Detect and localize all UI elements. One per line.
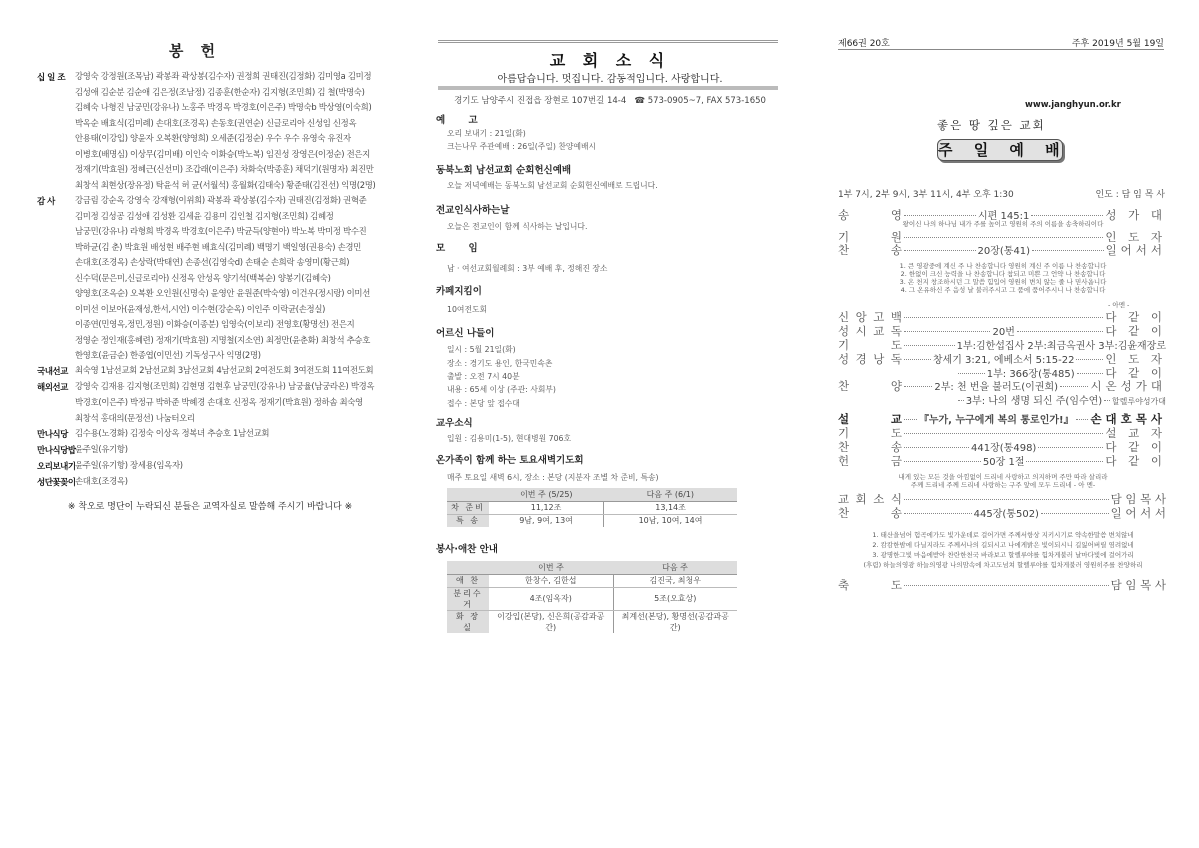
order-item: 50장 1절 xyxy=(982,457,1025,468)
name-line: 최창석 최현상(장유정) 탁윤석 허 균(서월석) 홍월화(김태숙) 황준태(김진선) 익명(2명) xyxy=(75,179,376,190)
order-label-char: 찬 xyxy=(838,243,850,257)
lyric-line: 2. 한없이 크신 능력을 나 찬송합니다 참되고 미쁜 그 언약 나 찬송합니다 xyxy=(900,270,1106,278)
order-label xyxy=(838,505,902,521)
order-item: 시편 145:1 xyxy=(978,211,1030,222)
order-label-char: 송 xyxy=(890,506,902,520)
lyric-line: 1. 큰 영광중에 계신 주 나 찬송합니다 영원히 계신 주 이름 나 찬송합니다 xyxy=(899,262,1107,270)
order-label-char: 독 xyxy=(890,352,902,366)
column-header: 다음 주 (6/1) xyxy=(604,488,737,501)
order-performer: 인 도 자 xyxy=(1105,352,1167,366)
order-label-char: 교 xyxy=(838,492,850,506)
order-label-char: 송 xyxy=(838,208,850,222)
group-label: 성단꽃꽂이 xyxy=(37,478,76,488)
name-line: 윤주일(유기항) xyxy=(75,444,128,454)
hymn-lyrics xyxy=(838,530,1168,570)
name-line: 박하균(김 춘) 박효원 배성현 배주현 배효식(김미례) 백명기 백일영(권용숙) 손경민 xyxy=(75,241,361,252)
order-row xyxy=(838,242,1166,258)
name-line: 이종연(민영옥,정민,정원) 이화승(이종분) 임영숙(이보리) 전영호(황명선) 전은지 xyxy=(75,319,355,329)
section-text: 남 · 여선교회월례회 : 3부 예배 후, 정해진 장소 xyxy=(447,264,608,273)
dot-leader xyxy=(1076,419,1089,420)
name-line: 정영순 정인재(홍혜련) 정재기(박효원) 지명철(지소연) 최정만(윤춘화) 최창석 추승호 xyxy=(75,334,370,345)
order-performer: 일어서서 xyxy=(1105,243,1167,257)
section-text: 일시 : 5월 21일(화) xyxy=(447,345,516,354)
volume-number: 제66권 20호 xyxy=(838,39,890,49)
order-label-char: 시 xyxy=(855,324,867,338)
table-cell: 한창수, 김한섭 xyxy=(489,574,613,587)
dot-leader xyxy=(904,215,976,216)
order-label-char: 도 xyxy=(890,338,902,352)
section-heading: 교우소식 xyxy=(436,418,473,429)
service-times: 1부 7시, 2부 9시, 3부 11시, 4부 오후 1:30 xyxy=(838,190,1014,200)
group-label: 십 일 조 xyxy=(37,73,66,83)
name-line: 김혜숙 나형진 남궁민(강유나) 노홍주 박경옥 박경호(이은주) 박명숙b 박상영(이숙희) xyxy=(75,102,372,112)
name-line: 정재기(박효원) 정혜근(신선미) 조갑래(이은주) 차화숙(박종훈) 채덕기(원명자) 최진만 xyxy=(75,164,374,174)
amen: - 아멘 - xyxy=(1108,301,1130,309)
dot-leader xyxy=(958,400,964,401)
order-label-char: 기 xyxy=(838,230,850,244)
order-item: 1부: 366장(통485) xyxy=(986,369,1075,380)
name-line: 손대호(조경옥) 손상락(박태연) 손종선(김영숙d) 손태순 손희락 송영미(황근희) xyxy=(75,257,350,267)
group-label: 감 사 xyxy=(37,197,55,207)
dot-leader xyxy=(958,373,985,374)
group-label: 만나식당 xyxy=(37,430,68,440)
order-row xyxy=(838,577,1166,593)
row-label: 애 찬 xyxy=(447,574,489,587)
dot-leader xyxy=(904,250,976,251)
offering-title: 봉 헌 xyxy=(168,42,222,60)
dot-leader xyxy=(1076,359,1103,360)
dot-leader xyxy=(1041,513,1109,514)
order-label-char: 성 xyxy=(838,352,850,366)
order-label-char: 송 xyxy=(890,243,902,257)
dot-leader xyxy=(1104,400,1110,401)
section-heading: 카페지킴이 xyxy=(436,286,482,297)
name-line: 박경호(이은주) 박정규 박하준 박혜경 손대호 신정옥 정재기(박효원) 정하솜 최숙영 xyxy=(75,397,363,407)
table-cell: 5조(오효상) xyxy=(613,587,737,610)
name-line: 김성애 김순분 김순애 김은정(조남정) 김종훈(한순자) 김지형(조민희) 김 철(박명숙) xyxy=(75,86,365,97)
order-performer: 다 같 이 xyxy=(1105,310,1166,324)
divider xyxy=(438,86,778,90)
lyric-line: 4. 그 온유하신 주 음성 날 불러주시고 그 품에 품어주시니 나 찬송합니다 xyxy=(900,286,1106,294)
name-line: 최창석 홍대의(문정선) 나눔터오리 xyxy=(75,413,195,423)
name-line: 강금림 강순옥 강영숙 강재형(이위희) 곽봉좌 곽상봉(김수자) 권태진(김정화) 권혁준 xyxy=(75,195,367,205)
news-subtitle: 아름답습니다. 멋집니다. 감동적입니다. 사랑합니다. xyxy=(497,74,723,85)
phone: 573-0905~7, FAX 573-1650 xyxy=(647,96,766,106)
order-label-char: 교 xyxy=(890,412,902,426)
dot-leader xyxy=(904,585,1109,586)
table-cell: 9남, 9여, 13여 xyxy=(489,514,604,527)
dot-leader xyxy=(904,317,1103,318)
order-performer: 일 어 서 서 xyxy=(1110,506,1167,520)
order-performer: 다 같 이 xyxy=(1105,440,1166,454)
dot-leader xyxy=(1060,386,1088,387)
table-cell: 이강입(본당), 신은희(공감과공간) xyxy=(489,610,613,633)
table-cell: 4조(임옥자) xyxy=(489,587,613,610)
address: 경기도 남양주시 진접읍 장현로 107번길 14-4 xyxy=(454,96,627,106)
order-label-char: 도 xyxy=(890,426,902,440)
table-cell: 11,12조 xyxy=(489,501,604,514)
offering-song xyxy=(838,473,1168,489)
order-label-char: 성 xyxy=(838,324,850,338)
name-line: 안용태(이강입) 양윤자 오복환(양영희) 오세준(김정순) 우수 우수 유영숙 유진자 xyxy=(75,133,351,143)
call-to-worship-verse: 왕이신 나의 하나님 내가 주를 높이고 영원히 주의 이름을 송축하리이다 xyxy=(902,220,1104,228)
order-label-char: 축 xyxy=(838,578,850,592)
order-label-char: 도 xyxy=(890,578,902,592)
church-address xyxy=(430,94,790,106)
omission-notice: ※ 착오로 명단이 누락되신 분들은 교역자실로 말씀해 주시기 바랍니다 ※ xyxy=(67,502,353,512)
section-text: 장소 : 경기도 용인, 한국민속촌 xyxy=(447,359,553,368)
lyric-line: 2. 캄캄한밤에 다닐지라도 주께서나의 길되시고 나에게밝은 빛이되시니 길잃어버릴 염려없네 xyxy=(872,541,1134,549)
name-line: 최숙영 1남선교회 2남선교회 3남선교회 4남선교회 2여전도회 3여전도회 11여전도회 xyxy=(75,365,374,375)
name-line: 김수용(노경화) 김정숙 이상옥 정복녀 추승호 1남선교회 xyxy=(75,428,270,438)
order-label-char: 신 xyxy=(838,310,850,324)
section-heading: 예 고 xyxy=(436,115,488,126)
order-item: 2부: 천 번을 불러도(이권희) xyxy=(934,382,1059,393)
lyric-line: 주께 드리네 주께 드리네 사랑하는 구주 앞에 모두 드리네 - 아 멘- xyxy=(910,481,1096,489)
name-line: 윤주일(유기항) 장세용(임옥자) xyxy=(75,460,183,470)
name-line: 남궁민(강유나) 라형희 박경옥 박경호(이은주) 박균득(양현아) 박노복 박미정 박수진 xyxy=(75,226,367,236)
dot-leader xyxy=(904,447,969,448)
section-heading: 전교인식사하는날 xyxy=(436,205,510,216)
name-line: 김미정 김성공 김성애 김성환 김세윤 김용미 김인철 김지형(조민희) 김혜정 xyxy=(75,210,334,221)
order-item: 20장(통41) xyxy=(977,246,1031,257)
group-label: 오리보내기 xyxy=(37,462,76,472)
section-heading: 동북노회 남선교회 순회헌신예배 xyxy=(436,165,572,176)
order-label-char: 원 xyxy=(890,230,902,244)
section-text: 오리 보내기 : 21일(화) xyxy=(447,129,526,138)
dot-leader xyxy=(904,433,1103,434)
order-performer: 성 가 대 xyxy=(1105,208,1166,222)
order-label-char: 교 xyxy=(873,324,885,338)
order-label xyxy=(838,453,902,469)
dot-leader xyxy=(1032,250,1104,251)
section-text: 크는나무 주관예배 : 26일(주일) 찬양예배시 xyxy=(447,142,597,151)
section-text: 오늘 저녁예배는 동북노회 남선교회 순회헌신예배로 드립니다. xyxy=(447,181,658,190)
order-label-char: 송 xyxy=(890,440,902,454)
row-label: 화 장 실 xyxy=(447,610,489,633)
section-heading: 어르신 나들이 xyxy=(436,328,495,339)
order-label-char: 양 xyxy=(890,379,902,393)
row-label: 특 송 xyxy=(447,514,489,527)
order-performer: 담 임 목 사 xyxy=(1110,492,1166,506)
saturday-prayer-table xyxy=(447,488,737,527)
dot-leader xyxy=(1017,331,1103,332)
worship-title-box: 주 일 예 배 xyxy=(938,141,1068,159)
section-text: 매주 토요일 새벽 6시, 장소 : 본당 (지분자 조별 차 준비, 특송) xyxy=(447,473,659,482)
order-label-char: 소 xyxy=(873,492,885,506)
name-line: 박옥순 배효식(김미례) 손대호(조경옥) 손동호(권연순) 신글로리아 신성임 신정옥 xyxy=(75,117,357,128)
row-label: 분리수거 xyxy=(447,587,489,610)
table-cell: 최계선(본당), 황명선(공감과공간) xyxy=(621,611,729,632)
section-text: 접수 : 본당 앞 접수대 xyxy=(447,399,520,408)
order-label-char: 기 xyxy=(838,426,850,440)
news-title: 교 회 소 식 xyxy=(549,51,671,70)
order-item: 20번 xyxy=(992,327,1015,338)
order-performer: 설 교 자 xyxy=(1105,426,1166,440)
order-row xyxy=(838,505,1166,521)
order-performer: 다 같 이 xyxy=(1105,366,1167,380)
order-label-char: 찬 xyxy=(838,440,850,454)
dot-leader xyxy=(1038,447,1103,448)
name-line: 손대호(조경옥) xyxy=(75,476,128,486)
order-performer: 담 임 목 사 xyxy=(1110,578,1166,592)
section-text: 내용 : 65세 이상 (주관: 사회부) xyxy=(447,385,556,394)
order-performer: 다 같 이 xyxy=(1105,454,1167,468)
order-performer: 시온성가대 xyxy=(1090,379,1166,393)
dot-leader xyxy=(904,386,932,387)
order-item: 3부: 나의 생명 되신 주(임수연) xyxy=(965,396,1103,407)
order-performer: 인 도 자 xyxy=(1105,230,1166,244)
lyric-line: 1. 태산을넘어 험곡에가도 빛가운데로 걸어가면 주께서항상 지키시기로 약속한말씀 변치않네 xyxy=(872,531,1134,539)
order-label-char: 찬 xyxy=(838,506,850,520)
order-label-char: 기 xyxy=(838,338,850,352)
table-cell: 김진국, 최청우 xyxy=(613,574,737,587)
order-item: 441장(통498) xyxy=(971,443,1037,454)
order-label-char: 독 xyxy=(890,324,902,338)
name-line: 한영호(윤금순) 한종엽(이민선) 기독성구사 익명(2명) xyxy=(75,350,261,360)
name-line: 신수덕(문은미,신글로리아) 신정옥 안성옥 양기석(백복순) 양봉기(김혜숙) xyxy=(75,272,331,283)
group-label: 만나식당밥 xyxy=(37,446,76,456)
order-item: 445장(통502) xyxy=(973,509,1039,520)
name-line: 강영숙 강정원(조목남) 곽봉좌 곽상봉(김수자) 권정희 권태진(김정화) 김미영a 김미정 xyxy=(75,71,372,81)
order-label-char: 고 xyxy=(873,310,885,324)
order-row xyxy=(838,453,1166,469)
column-header: 이번 주 xyxy=(489,561,613,574)
divider xyxy=(438,40,778,43)
order-label-char: 영 xyxy=(890,208,902,222)
order-label-char: 경 xyxy=(855,352,867,366)
section-heading: 온가족이 함께 하는 토요새벽기도회 xyxy=(436,455,584,466)
lyric-line: 3. 광명한그빛 마음에받아 찬란한천국 바라보고 할렐루야를 힘차게불러 날마다빛에 걸어가리 xyxy=(872,551,1134,559)
dot-leader xyxy=(904,237,1103,238)
lyric-line: (후렴) 하늘의영광 하늘의영광 나의맘속에 차고도넘쳐 할렐루야를 힘차게불러 영원히주를 찬양하리 xyxy=(863,561,1143,569)
service-table xyxy=(447,561,737,633)
section-text: 10여전도회 xyxy=(447,305,488,314)
dot-leader xyxy=(904,359,931,360)
lyric-line: 3. 온 천지 창조하시던 그 말씀 힘입어 영원히 변치 않는 줄 나 믿사옵니다 xyxy=(899,278,1107,286)
order-item: 1부:김한섭집사 2부:최금옥권사 3부:김윤재장로 xyxy=(956,341,1166,352)
order-item: 『누가, 누구에게 복의 통로인가!』 xyxy=(918,415,1074,426)
dot-leader xyxy=(1077,373,1104,374)
column-header: 이번 주 (5/25) xyxy=(489,488,604,501)
order-performer: 다 같 이 xyxy=(1105,324,1166,338)
order-label-char: 헌 xyxy=(838,454,850,468)
section-text: 오늘은 전교인이 함께 식사하는 날입니다. xyxy=(447,222,588,231)
church-motto: 좋은 땅 깊은 교회 xyxy=(937,118,1046,132)
column-header: 다음 주 xyxy=(613,561,737,574)
order-label-char: 식 xyxy=(890,492,902,506)
dot-leader xyxy=(904,419,917,420)
dot-leader xyxy=(904,345,955,346)
lyric-line: 내게 있는 모든 것을 아낌없이 드리네 사랑하고 의지하며 주만 따라 살리라 xyxy=(898,473,1108,481)
table-cell: 10남, 10여, 14여 xyxy=(638,516,703,526)
order-label-char: 설 xyxy=(838,412,850,426)
section-text: 입원 : 김용미(1-5), 현대병원 706호 xyxy=(447,434,572,443)
church-website[interactable]: www.janghyun.or.kr xyxy=(1025,100,1121,110)
dot-leader xyxy=(904,461,981,462)
order-label xyxy=(838,577,902,593)
dot-leader xyxy=(904,331,990,332)
order-label-char: 앙 xyxy=(855,310,867,324)
order-performer: 할렐루야성가대 xyxy=(1111,397,1166,406)
dot-leader xyxy=(904,513,972,514)
hymn-lyrics xyxy=(838,262,1168,294)
dot-leader xyxy=(1026,461,1103,462)
order-label-char: 백 xyxy=(890,310,902,324)
order-label-char: 회 xyxy=(855,492,867,506)
order-item: 창세기 3:21, 에베소서 5:15-22 xyxy=(932,355,1075,366)
order-label xyxy=(838,242,902,258)
name-line: 이미선 이보아(윤재성,한서,시언) 이수현(강순옥) 이인주 이락균(손정실) xyxy=(75,303,326,314)
section-text: 출발 : 오전 7시 40분 xyxy=(447,372,520,381)
group-label: 해외선교 xyxy=(37,383,68,393)
name-line: 양영호(조옥순) 오복환 오인원(신명숙) 윤영안 윤원준(박숙영) 이건우(정시랑) 이미선 xyxy=(75,288,370,298)
name-line: 강영숙 김재용 김지형(조민희) 김현명 김현후 남궁민(강유나) 남궁율(남궁라온) 박경옥 xyxy=(75,381,375,391)
order-row xyxy=(838,392,1166,407)
dot-leader xyxy=(1031,215,1103,216)
row-label: 차 준비 xyxy=(447,501,489,514)
section-heading: 봉사·애찬 안내 xyxy=(436,544,498,555)
worship-leader: 인도 : 담 임 목 사 xyxy=(1095,190,1165,200)
order-label-char: 찬 xyxy=(838,379,850,393)
phone-icon: ☎ xyxy=(634,96,645,106)
bulletin-date: 주후 2019년 5월 19일 xyxy=(1071,39,1164,49)
divider xyxy=(838,49,1164,50)
order-label-char: 금 xyxy=(890,454,902,468)
order-performer: 손대호목사 xyxy=(1090,412,1166,426)
name-line: 이병호(배명심) 이상무(김미배) 이인숙 이화승(박노복) 임진성 장영은(이정순) 전은지 xyxy=(75,148,370,159)
section-heading: 모 임 xyxy=(436,243,488,254)
table-cell: 13,14조 xyxy=(604,501,737,514)
dot-leader xyxy=(904,499,1109,500)
order-label-char: 낭 xyxy=(873,352,885,366)
group-label: 국내선교 xyxy=(37,367,68,377)
